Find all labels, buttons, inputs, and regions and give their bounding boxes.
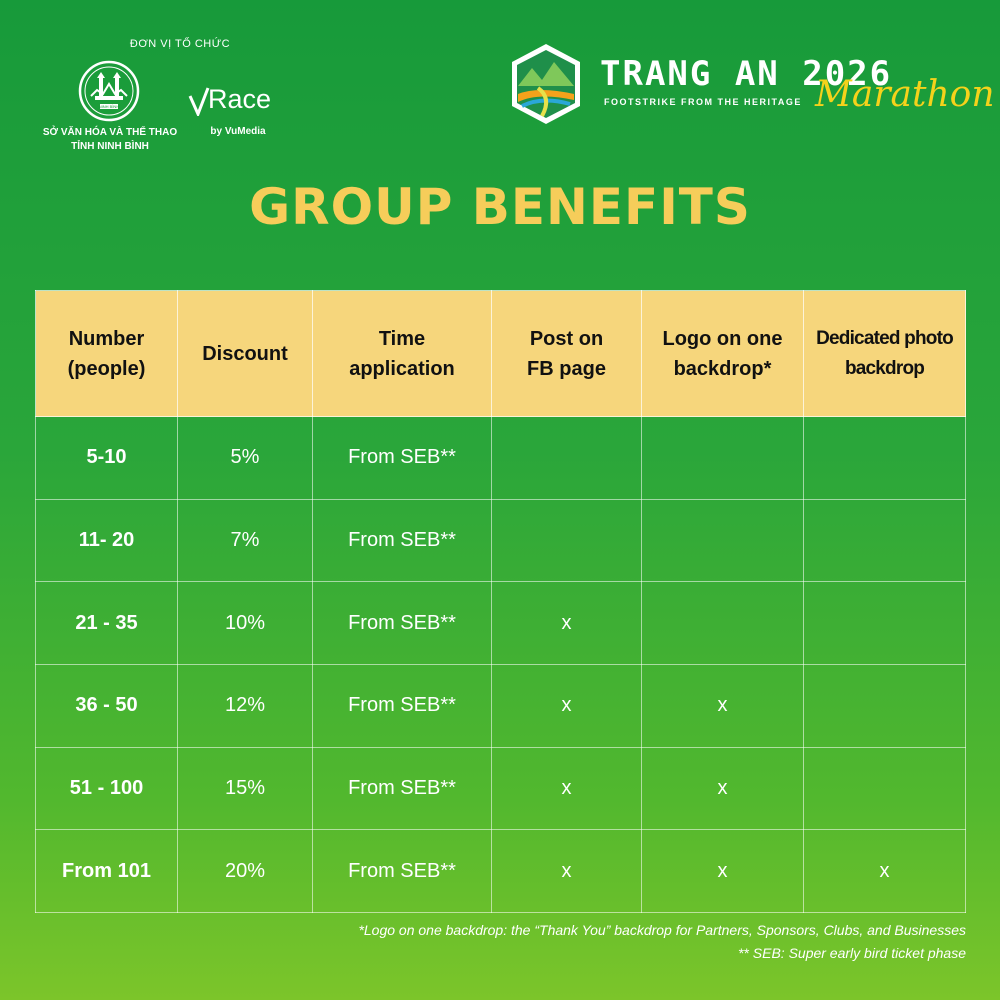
cell-dedicated-photo-backdrop [804, 665, 966, 748]
cell-logo-on-backdrop: x [642, 747, 804, 830]
organizer-caption: ĐƠN VỊ TỔ CHỨC [129, 38, 231, 50]
vrace-sub: by VuMedia [210, 126, 266, 137]
table-row [36, 417, 966, 500]
cell-time-application: From SEB** [313, 665, 492, 748]
table-row [36, 499, 966, 582]
header-dedicated-photo-backdrop: Dedicated photo backdrop [804, 291, 966, 417]
footnote-seb: ** SEB: Super early bird ticket phase [737, 945, 966, 961]
page-heading: GROUP BENEFITS [249, 178, 751, 236]
cell-group-size: 21 - 35 [36, 582, 178, 665]
cell-logo-on-backdrop [642, 417, 804, 500]
cell-post-on-fb: x [492, 830, 642, 913]
cell-time-application: From SEB** [313, 499, 492, 582]
cell-logo-on-backdrop [642, 582, 804, 665]
cell-time-application: From SEB** [313, 747, 492, 830]
cell-time-application: From SEB** [313, 830, 492, 913]
cell-discount: 12% [178, 665, 313, 748]
event-title: TRANG AN 2026 [600, 54, 893, 94]
event-script-marathon: Marathon [815, 74, 995, 115]
table-row [36, 665, 966, 748]
cell-discount: 7% [178, 499, 313, 582]
seal-caption-line1: SỞ VĂN HÓA VÀ THỂ THAO [42, 127, 178, 138]
cell-group-size: 36 - 50 [36, 665, 178, 748]
cell-logo-on-backdrop [642, 499, 804, 582]
cell-group-size: 51 - 100 [36, 747, 178, 830]
cell-logo-on-backdrop: x [642, 665, 804, 748]
vrace-check-icon [188, 86, 210, 116]
header-time-application: Time application [313, 291, 492, 417]
cell-discount: 20% [178, 830, 313, 913]
cell-discount: 15% [178, 747, 313, 830]
header-discount: Discount [178, 291, 313, 417]
cell-dedicated-photo-backdrop [804, 417, 966, 500]
cell-discount: 10% [178, 582, 313, 665]
seal-caption [40, 126, 180, 154]
cell-dedicated-photo-backdrop: x [804, 830, 966, 913]
header-number-people: Number (people) [36, 291, 178, 417]
table-header-row [36, 291, 966, 417]
cell-group-size: From 101 [36, 830, 178, 913]
table-row [36, 582, 966, 665]
trang-an-emblem-icon [508, 42, 584, 126]
cell-group-size: 11- 20 [36, 499, 178, 582]
table-row [36, 830, 966, 913]
cell-time-application: From SEB** [313, 582, 492, 665]
table-row [36, 747, 966, 830]
cell-discount: 5% [178, 417, 313, 500]
cell-time-application: From SEB** [313, 417, 492, 500]
seal-text: NINH BÌNH [98, 104, 120, 109]
seal-caption-line2: TỈNH NINH BÌNH [71, 141, 149, 152]
cell-post-on-fb [492, 499, 642, 582]
table-header [36, 291, 966, 417]
cell-logo-on-backdrop: x [642, 830, 804, 913]
group-benefits-table [35, 290, 966, 913]
cell-group-size: 5-10 [36, 417, 178, 500]
footnote-logo-backdrop: *Logo on one backdrop: the “Thank You” backdrop for Partners, Sponsors, Clubs, and Businesses [358, 922, 966, 938]
event-tagline: FOOTSTRIKE FROM THE HERITAGE [604, 97, 802, 107]
cell-post-on-fb: x [492, 747, 642, 830]
cell-dedicated-photo-backdrop [804, 582, 966, 665]
table-body [36, 417, 966, 913]
header-post-on-fb: Post on FB page [492, 291, 642, 417]
header-logo-on-backdrop: Logo on one backdrop* [642, 291, 804, 417]
vrace-logo [188, 84, 288, 118]
cell-dedicated-photo-backdrop [804, 499, 966, 582]
cell-post-on-fb [492, 417, 642, 500]
cell-dedicated-photo-backdrop [804, 747, 966, 830]
cell-post-on-fb: x [492, 582, 642, 665]
vrace-name: Race [208, 84, 272, 114]
cell-post-on-fb: x [492, 665, 642, 748]
ninh-binh-seal-logo [78, 60, 140, 122]
